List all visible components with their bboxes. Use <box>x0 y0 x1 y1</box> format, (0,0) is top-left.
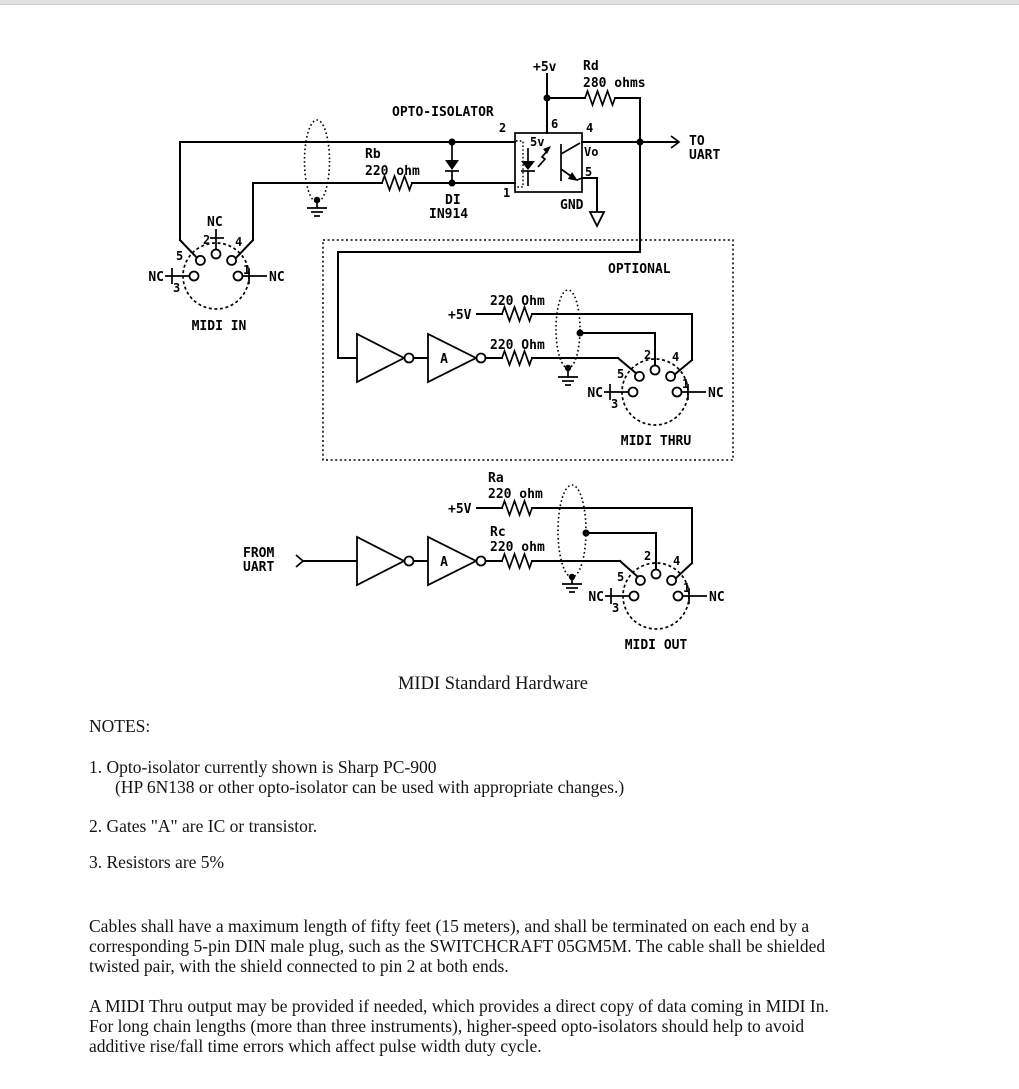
rb-value: 220 ohm <box>365 164 420 179</box>
opto-pin4: 4 <box>586 121 594 135</box>
nc-left-label: NC <box>587 386 603 401</box>
pin1-label: 1 <box>683 581 691 595</box>
cables-paragraph-line-3: twisted pair, with the shield connected to pin 2 at both ends. <box>89 956 509 976</box>
diode-part: IN914 <box>429 207 469 222</box>
cable-shield-icon <box>558 485 586 577</box>
cables-paragraph-line-1: Cables shall have a maximum length of fifty feet (15 meters), and shall be terminated on each end by a <box>89 916 810 936</box>
pin1-label: 1 <box>682 377 690 391</box>
rc-value: 220 ohm <box>490 540 545 555</box>
note-1-line-1: 1. Opto-isolator currently shown is Sharp PC-900 <box>89 757 437 777</box>
plus5v-label: +5v <box>533 60 557 75</box>
nc-right-label: NC <box>709 590 725 605</box>
nc-top-label: NC <box>207 215 223 230</box>
ra-value: 220 ohm <box>488 487 543 502</box>
pin1-hole <box>674 592 683 601</box>
note-2: 2. Gates "A" are IC or transistor. <box>89 816 318 836</box>
pin5-label: 5 <box>176 249 184 263</box>
inverter-bubble <box>477 354 486 363</box>
to-uart-line2: UART <box>689 148 721 163</box>
midi-thru-title: MIDI THRU <box>620 434 692 449</box>
midi-in-title: MIDI IN <box>191 319 247 334</box>
pin1-hole <box>673 388 682 397</box>
pin5-hole <box>636 576 645 585</box>
gate-a-label: A <box>440 555 448 570</box>
gnd-label: GND <box>560 198 584 213</box>
pin3-hole <box>630 592 639 601</box>
shield-cable-in <box>305 120 330 216</box>
pin1-label: 1 <box>243 263 251 277</box>
rc-name: Rc <box>490 525 506 540</box>
nc-left-label: NC <box>588 590 604 605</box>
pin5-hole <box>196 256 205 265</box>
arrow-right-icon <box>296 555 303 567</box>
junction-dot <box>637 139 644 146</box>
thru-paragraph-line-1: A MIDI Thru output may be provided if needed, which provides a direct copy of data coming in MIDI In. <box>89 996 829 1016</box>
pin3-label: 3 <box>173 281 181 295</box>
pin2-hole <box>652 570 661 579</box>
midi-in-wiring <box>180 142 515 259</box>
pin1-hole <box>234 272 243 281</box>
resistor-zigzag <box>585 91 615 105</box>
pin5-label: 5 <box>617 570 625 584</box>
pin4-label: 4 <box>673 554 681 568</box>
inverter-bubble <box>477 557 486 566</box>
light-arrow-icon <box>538 146 551 167</box>
pin3-label: 3 <box>612 601 620 615</box>
out-inverter-1 <box>357 537 414 585</box>
rb-name: Rb <box>365 147 381 162</box>
to-uart-line1: TO <box>689 134 705 149</box>
rd-value: 280 ohms <box>583 76 646 91</box>
shield-cable-thru <box>556 290 655 385</box>
thru-r2-value: 220 Ohm <box>490 338 545 353</box>
opto-vo: Vo <box>584 145 599 159</box>
diode-name: DI <box>445 193 461 208</box>
pin4-hole <box>227 256 236 265</box>
pin4-label: 4 <box>672 350 680 364</box>
note-3: 3. Resistors are 5% <box>89 852 225 872</box>
thru-paragraph-line-2: For long chain lengths (more than three instruments), higher-speed opto-isolators should help to avoid <box>89 1016 805 1036</box>
diode-icon <box>445 160 459 170</box>
pin2-hole <box>651 366 660 375</box>
midi-out-title: MIDI OUT <box>624 638 688 653</box>
protection-diode <box>429 139 468 223</box>
pin3-label: 3 <box>611 397 619 411</box>
earth-ground-icon <box>307 208 327 216</box>
pin5-label: 5 <box>617 367 625 381</box>
nc-right-label: NC <box>708 386 724 401</box>
earth-ground-icon <box>562 584 582 592</box>
note-1-line-2: (HP 6N138 or other opto-isolator can be used with appropriate changes.) <box>115 777 625 797</box>
pin4-hole <box>666 372 675 381</box>
thru-paragraph-line-3: additive rise/fall time errors which affect pulse width duty cycle. <box>89 1036 542 1056</box>
resistor-zigzag <box>502 307 532 321</box>
cable-shield-icon <box>305 120 330 202</box>
pin4-label: 4 <box>235 235 243 249</box>
opto-pin6: 6 <box>551 117 559 131</box>
midi-in-connector <box>148 215 284 334</box>
out-supply-label: +5V <box>448 502 472 517</box>
opto-isolator <box>392 105 604 226</box>
inverter-bubble <box>405 557 414 566</box>
to-uart-output <box>582 134 720 163</box>
pin5-hole <box>635 372 644 381</box>
thru-feed-wire <box>338 98 640 358</box>
thru-supply-label: +5V <box>448 308 472 323</box>
rd-name: Rd <box>583 59 599 74</box>
from-uart-line2: UART <box>243 560 275 575</box>
pin4-hole <box>667 576 676 585</box>
optional-section <box>323 240 733 460</box>
opto-internal-5v: 5v <box>530 135 545 149</box>
pin3-hole <box>629 388 638 397</box>
pin2-label: 2 <box>644 549 652 563</box>
ra-name: Ra <box>488 471 504 486</box>
cable-shield-icon <box>556 290 580 368</box>
pin2-hole <box>212 250 221 259</box>
opto-led-compartment <box>516 141 523 187</box>
opto-pin1: 1 <box>503 186 511 200</box>
opto-pin5: 5 <box>585 165 593 179</box>
gate-a-label: A <box>440 352 448 367</box>
cables-paragraph-line-2: corresponding 5-pin DIN male plug, such as the SWITCHCRAFT 05GM5M. The cable shall be shielded <box>89 936 826 956</box>
phototransistor-icon <box>561 143 582 181</box>
earth-ground-icon <box>558 377 578 385</box>
notes-heading: NOTES: <box>89 716 151 736</box>
resistor-zigzag <box>502 501 532 515</box>
figure-caption: MIDI Standard Hardware <box>397 674 589 694</box>
thru-r1-value: 220 Ohm <box>490 294 545 309</box>
resistor-zigzag <box>502 351 532 365</box>
opto-title: OPTO-ISOLATOR <box>392 105 494 120</box>
out-inverter-2 <box>428 537 486 585</box>
optional-title: OPTIONAL <box>608 262 671 277</box>
inverter-bubble <box>405 354 414 363</box>
nc-right-label: NC <box>269 270 285 285</box>
thru-inverter-2 <box>428 334 486 382</box>
nc-left-label: NC <box>148 270 164 285</box>
thru-inverter-1 <box>357 334 414 382</box>
resistor-rd <box>547 59 646 105</box>
opto-pin2: 2 <box>499 121 507 135</box>
pin2-label: 2 <box>644 348 652 362</box>
midi-out-section <box>243 471 725 653</box>
resistor-zigzag <box>502 554 532 568</box>
pin3-hole <box>190 272 199 281</box>
pin2-label: 2 <box>203 233 211 247</box>
from-uart-line1: FROM <box>243 546 275 561</box>
